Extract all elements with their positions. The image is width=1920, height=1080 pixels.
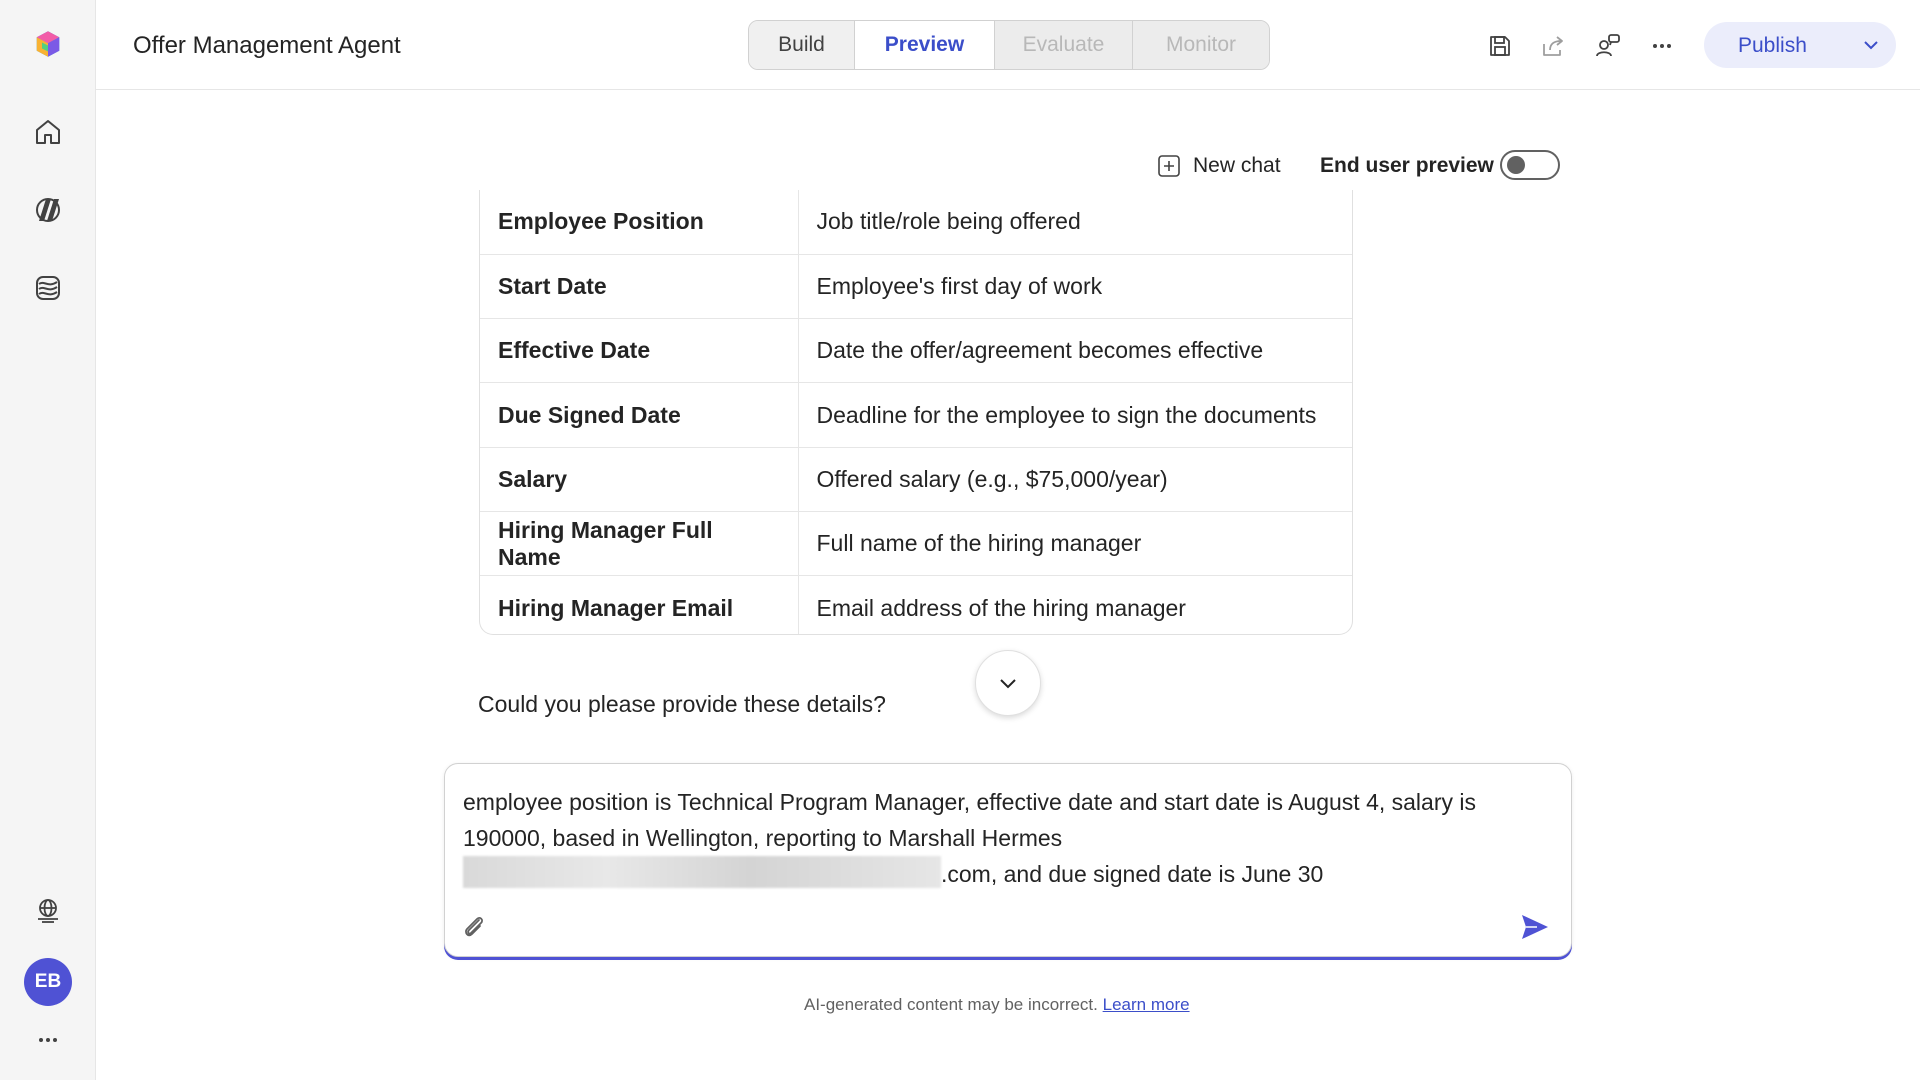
table-cell-field: Start Date (480, 254, 798, 318)
table-row (480, 190, 1352, 254)
more-icon[interactable] (24, 1016, 72, 1064)
home-icon[interactable] (24, 108, 72, 156)
send-icon[interactable] (1517, 909, 1553, 945)
table-cell-field: Effective Date (480, 319, 798, 383)
share-icon[interactable] (1536, 28, 1572, 64)
publish-button[interactable]: Publish (1738, 34, 1807, 57)
new-chat-button[interactable] (1157, 150, 1281, 182)
table-cell-description: Full name of the hiring manager (798, 511, 1352, 575)
message-input[interactable] (463, 784, 1553, 892)
table-row (480, 254, 1352, 318)
details-table (479, 190, 1353, 635)
toggle-knob (1507, 156, 1525, 174)
more-icon[interactable] (1644, 28, 1680, 64)
table-cell-description: Email address of the hiring manager (816, 594, 1186, 621)
table-cell-description: Offered salary (e.g., $75,000/year) (798, 447, 1352, 511)
tab-monitor: Monitor (1133, 21, 1269, 69)
new-chat-icon (1157, 154, 1181, 178)
tab-build[interactable]: Build (749, 21, 855, 69)
connect-icon[interactable] (1590, 28, 1626, 64)
save-icon[interactable] (1482, 28, 1518, 64)
redacted-email (463, 856, 941, 888)
scroll-to-bottom-button[interactable] (975, 650, 1041, 716)
bot-question: Could you please provide these details? (478, 691, 886, 717)
table-cell-description: Job title/role being offered (798, 190, 1352, 254)
message-composer[interactable] (444, 763, 1572, 957)
ai-disclaimer (804, 995, 1190, 1015)
top-bar (96, 0, 1920, 90)
table-cell-field: Hiring Manager Email (480, 576, 798, 635)
table-cell-description: Employee's first day of work (798, 254, 1352, 318)
end-user-preview-label: End user preview (1320, 154, 1494, 177)
avatar-initials: EB (34, 971, 62, 992)
agents-icon[interactable] (24, 186, 72, 234)
table-row (480, 447, 1352, 511)
tab-preview[interactable]: Preview (855, 21, 995, 69)
message-line-3 (463, 856, 1553, 892)
chevron-down-icon (995, 670, 1021, 696)
message-line-3-suffix: .com, and due signed date is June 30 (941, 861, 1324, 887)
table-row (480, 319, 1352, 383)
table-row (480, 511, 1352, 575)
table-cell-field: Salary (480, 447, 798, 511)
attach-icon[interactable] (459, 912, 489, 942)
page-title: Offer Management Agent (133, 32, 401, 59)
details-table-grid (480, 190, 1352, 635)
table-row (480, 383, 1352, 447)
disclaimer-text: AI-generated content may be incorrect. (804, 995, 1098, 1014)
message-line-2: 190000, based in Wellington, reporting to Marshall Hermes (463, 825, 1063, 851)
new-chat-label: New chat (1193, 154, 1281, 177)
message-line-1: employee position is Technical Program Manager, effective date and start date is August 4, salary is (463, 789, 1476, 815)
end-user-preview-toggle[interactable] (1500, 150, 1560, 180)
table-cell-field: Hiring Manager Full Name (480, 511, 798, 575)
environment-icon[interactable] (24, 886, 72, 934)
table-cell-field: Employee Position (480, 190, 798, 254)
chevron-down-icon[interactable] (1860, 34, 1882, 56)
mode-tabs (748, 20, 1270, 70)
table-cell-field: Due Signed Date (480, 383, 798, 447)
flows-icon[interactable] (24, 264, 72, 312)
publish-split-button (1704, 22, 1896, 68)
tab-evaluate: Evaluate (995, 21, 1133, 69)
app-logo-icon[interactable] (24, 20, 72, 68)
learn-more-link[interactable]: Learn more (1102, 995, 1190, 1014)
table-cell-description: Deadline for the employee to sign the documents (798, 383, 1352, 447)
table-cell-description: Date the offer/agreement becomes effective (798, 319, 1352, 383)
table-row (480, 576, 1352, 635)
avatar[interactable] (24, 958, 72, 1006)
left-rail (0, 0, 96, 1080)
